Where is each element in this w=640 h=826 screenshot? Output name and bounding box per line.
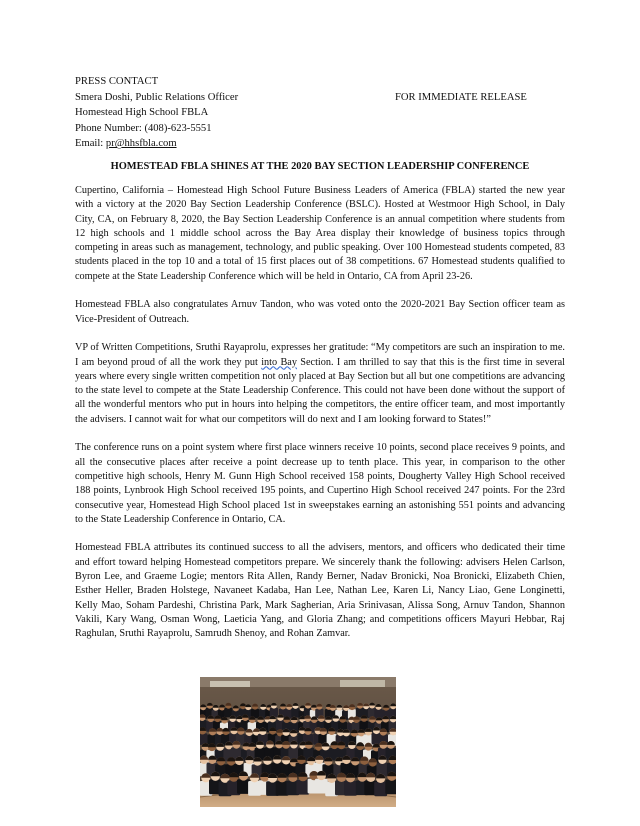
contact-name: Smera Doshi, Public Relations Officer bbox=[75, 91, 239, 103]
person-body bbox=[296, 780, 309, 795]
person-body bbox=[344, 781, 357, 796]
crowd-silhouettes bbox=[200, 703, 396, 797]
person-body bbox=[288, 747, 299, 760]
press-contact-heading: PRESS CONTACT bbox=[75, 76, 159, 87]
person-body bbox=[374, 782, 387, 797]
person-body bbox=[385, 780, 396, 795]
paragraph-2: Homestead FBLA also congratulates Arnuv Tandon, who was voted onto the 2020-2021 Bay Section officer team as Vice-President of Outreach. bbox=[75, 299, 565, 325]
person-body bbox=[237, 779, 250, 794]
paragraph-3 bbox=[75, 341, 565, 427]
email-link[interactable]: pr@hhsfbla.com bbox=[105, 138, 177, 150]
paragraph-3-part-b: Section. I am thrilled to say that this is the first time in several years where every single written competition not only placed at Bay Section but all but one competitions are advancing to the state level to compete at the State Leadership Conference. This could not have been done without the support of all the wonderful mentors who put in hours into helping the competitors, the entire officer team, and most importantly the advisers. I cannot wait for what our competitors will do next and I am looking forward to States!” bbox=[75, 356, 565, 425]
group-photo-image bbox=[200, 677, 396, 807]
person-body bbox=[291, 708, 299, 718]
contact-organization: Homestead High School FBLA bbox=[75, 107, 209, 119]
paragraph-3-part-a: VP of Written Competitions, Sruthi Rayaprolu, expresses her gratitude: “My competitors are such an inspiration to me. I am beyond proud of all the work they put bbox=[75, 342, 565, 368]
contact-phone: Phone Number: (408)-623-5551 bbox=[75, 122, 212, 134]
release-notice: FOR IMMEDIATE RELEASE bbox=[395, 91, 527, 103]
article-body bbox=[75, 184, 565, 656]
paragraph-5: Homestead FBLA attributes its continued success to all the advisers, mentors, and officers who dedicated their time and effort toward helping Homestead competitors prepare. We sincerely thank the following: advisers Helen Carlson, Byron Lee, and Graeme Logie; mentors Rita Allen, Randy Berner, Nadav Bronicki, Noa Bronicki, Elizabeth Chien, Esther Heller, Braden Holstege, Navaneet Kadaba, Han Lee, Nathan Lee, Karen Li, Nancy Liao, Gene Longinetti, Kelly Mao, Soham Pardeshi, Christina Park, Mark Sagherian, Aria Srinivasan, Alissa Song, Arnuv Tandon, Shannon Vakili, Kary Wang, Osman Wong, Laeticia Yang, and Gloria Zhang; and competitions officers Mayuri Hebbar, Raj Raghulan, Sruthi Rayaprolu, Samrudh Shenoy, and Rohan Zamvar. bbox=[75, 542, 565, 640]
team-group-photo bbox=[200, 677, 396, 807]
person-body bbox=[270, 708, 278, 718]
contact-email-line bbox=[75, 136, 238, 152]
paragraph-4: The conference runs on a point system where first place winners receive 10 points, second place receives 9 points, and all the consecutive places after receive a point decrease up to tenth place. This year, in comparison to the other competitive high schools, Henry M. Gunn High School received 158 points, Dougherty Valley High School received 188 points, Lynbrook High School received 195 points, and Cupertino High School received 247 points. For the 23rd consecutive year, Homestead High School placed 1st in sweepstakes earning an astonishing 551 points and advancing to the State Leadership Conference in Ontario, CA. bbox=[75, 442, 565, 525]
email-label: Email: bbox=[75, 138, 106, 150]
paragraph-1: Cupertino, California – Homestead High School Future Business Leaders of America (FBLA) started the new year with a victory at the 2020 Bay Section Leadership Conference (BSLC). Hosted at Westmoor High School, in Daly City, CA, on February 8, 2020, the Bay Section Leadership Conference is an annual competition where students from 12 high schools and 1 middle school across the Bay Area display their knowledge of business topics through competing in areas such as management, technology, and public speaking. Over 100 Homestead students competed, 83 students placed in the top 10 and a total of 15 first places out of 38 competitions. 67 Homestead students qualified to compete at the State Leadership Conference which will be held in Ontario, CA from April 23-26. bbox=[75, 185, 565, 282]
spellcheck-flagged-text[interactable]: into Bay bbox=[261, 356, 297, 368]
press-contact-block bbox=[75, 74, 238, 152]
headline: HOMESTEAD FBLA SHINES AT THE 2020 BAY SECTION LEADERSHIP CONFERENCE bbox=[110, 161, 530, 172]
